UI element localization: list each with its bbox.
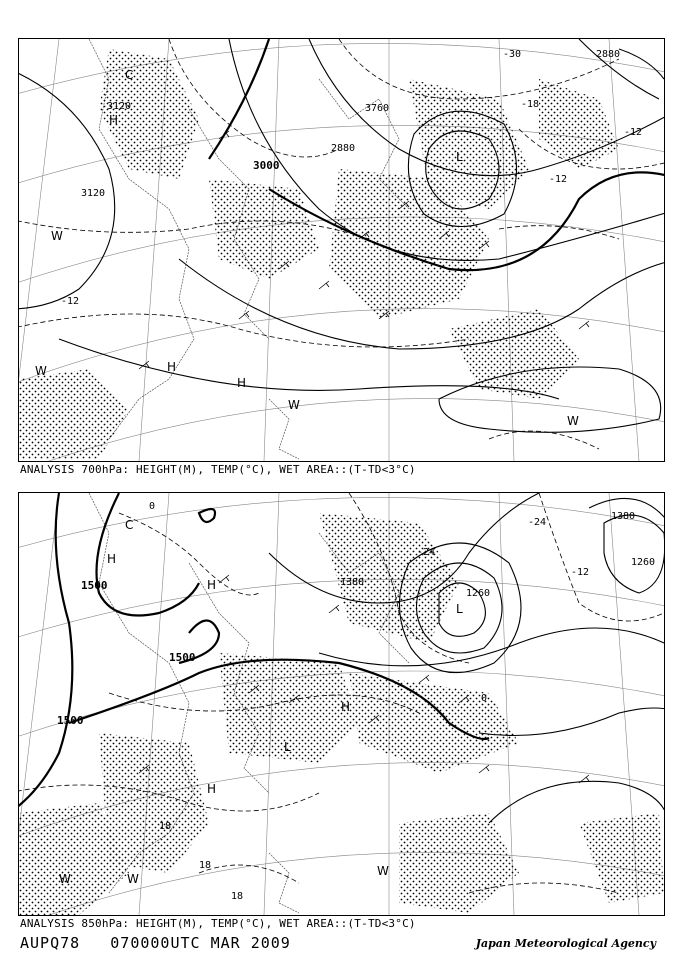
map-700hpa bbox=[19, 39, 664, 461]
height-label: 1260 bbox=[631, 557, 656, 568]
high-center-marker: H bbox=[207, 578, 217, 592]
chart-code: AUPQ78 bbox=[20, 934, 81, 952]
high-center-marker: H bbox=[109, 113, 119, 127]
temp-label: 0 bbox=[481, 693, 488, 704]
high-center-marker: H bbox=[107, 552, 117, 566]
height-contour-3000 bbox=[209, 39, 269, 159]
warm-center-marker: W bbox=[567, 414, 579, 428]
chart-identifier bbox=[20, 934, 291, 952]
high-center-marker: H bbox=[341, 700, 351, 714]
height-label: 3120 bbox=[107, 101, 132, 112]
high-center-marker: H bbox=[237, 376, 247, 390]
warm-center-marker: W bbox=[51, 229, 63, 243]
temp-label: -30 bbox=[503, 49, 522, 60]
warm-center-marker: W bbox=[35, 364, 47, 378]
warm-center-marker: W bbox=[127, 872, 139, 886]
low-center-marker: L bbox=[456, 602, 463, 616]
temp-label: -12 bbox=[571, 567, 590, 578]
map-panel-700hpa bbox=[18, 38, 665, 462]
cold-center-marker: C bbox=[125, 518, 134, 532]
map-850hpa bbox=[19, 493, 664, 915]
height-label: 2880 bbox=[331, 143, 356, 154]
high-center-marker: H bbox=[167, 360, 177, 374]
height-label: 3760 bbox=[365, 103, 390, 114]
panel-caption-850hpa: ANALYSIS 850hPa: HEIGHT(M), TEMP(°C), WET AREA::(T-TD<3°C) bbox=[20, 917, 416, 930]
warm-center-marker: W bbox=[377, 864, 389, 878]
temp-label: -12 bbox=[549, 174, 568, 185]
agency-name: Japan Meteorological Agency bbox=[475, 937, 656, 950]
height-label: 1380 bbox=[340, 577, 365, 588]
temp-label: -18 bbox=[521, 99, 540, 110]
height-label: 3000 bbox=[253, 159, 280, 172]
warm-center-marker: W bbox=[59, 872, 71, 886]
temp-label: 0 bbox=[149, 501, 156, 512]
temp-label: -12 bbox=[624, 127, 643, 138]
map-panel-850hpa bbox=[18, 492, 665, 916]
cold-center-marker: C bbox=[125, 68, 134, 82]
low-center-marker: L bbox=[284, 740, 291, 754]
height-label: 1500 bbox=[57, 714, 84, 727]
temp-label: 18 bbox=[159, 821, 172, 832]
high-center-marker: H bbox=[207, 782, 217, 796]
height-label: 3120 bbox=[81, 188, 106, 199]
low-center-marker: L bbox=[456, 150, 463, 164]
height-label: 2880 bbox=[596, 49, 621, 60]
height-label: 1500 bbox=[81, 579, 108, 592]
warm-center-marker: W bbox=[288, 398, 300, 412]
height-label: 1260 bbox=[466, 588, 491, 599]
temp-label: 18 bbox=[199, 860, 212, 871]
height-label: 1380 bbox=[611, 511, 636, 522]
temp-label: -12 bbox=[61, 296, 80, 307]
height-label: 1500 bbox=[169, 651, 196, 664]
wet-areas bbox=[19, 513, 664, 915]
valid-time: 070000UTC MAR 2009 bbox=[110, 934, 291, 952]
temp-label: 18 bbox=[231, 891, 244, 902]
temp-label: -24 bbox=[417, 547, 436, 558]
height-contour-1500-e bbox=[199, 509, 215, 522]
panel-caption-700hpa: ANALYSIS 700hPa: HEIGHT(M), TEMP(°C), WET AREA::(T-TD<3°C) bbox=[20, 463, 416, 476]
temp-label: -24 bbox=[528, 517, 547, 528]
